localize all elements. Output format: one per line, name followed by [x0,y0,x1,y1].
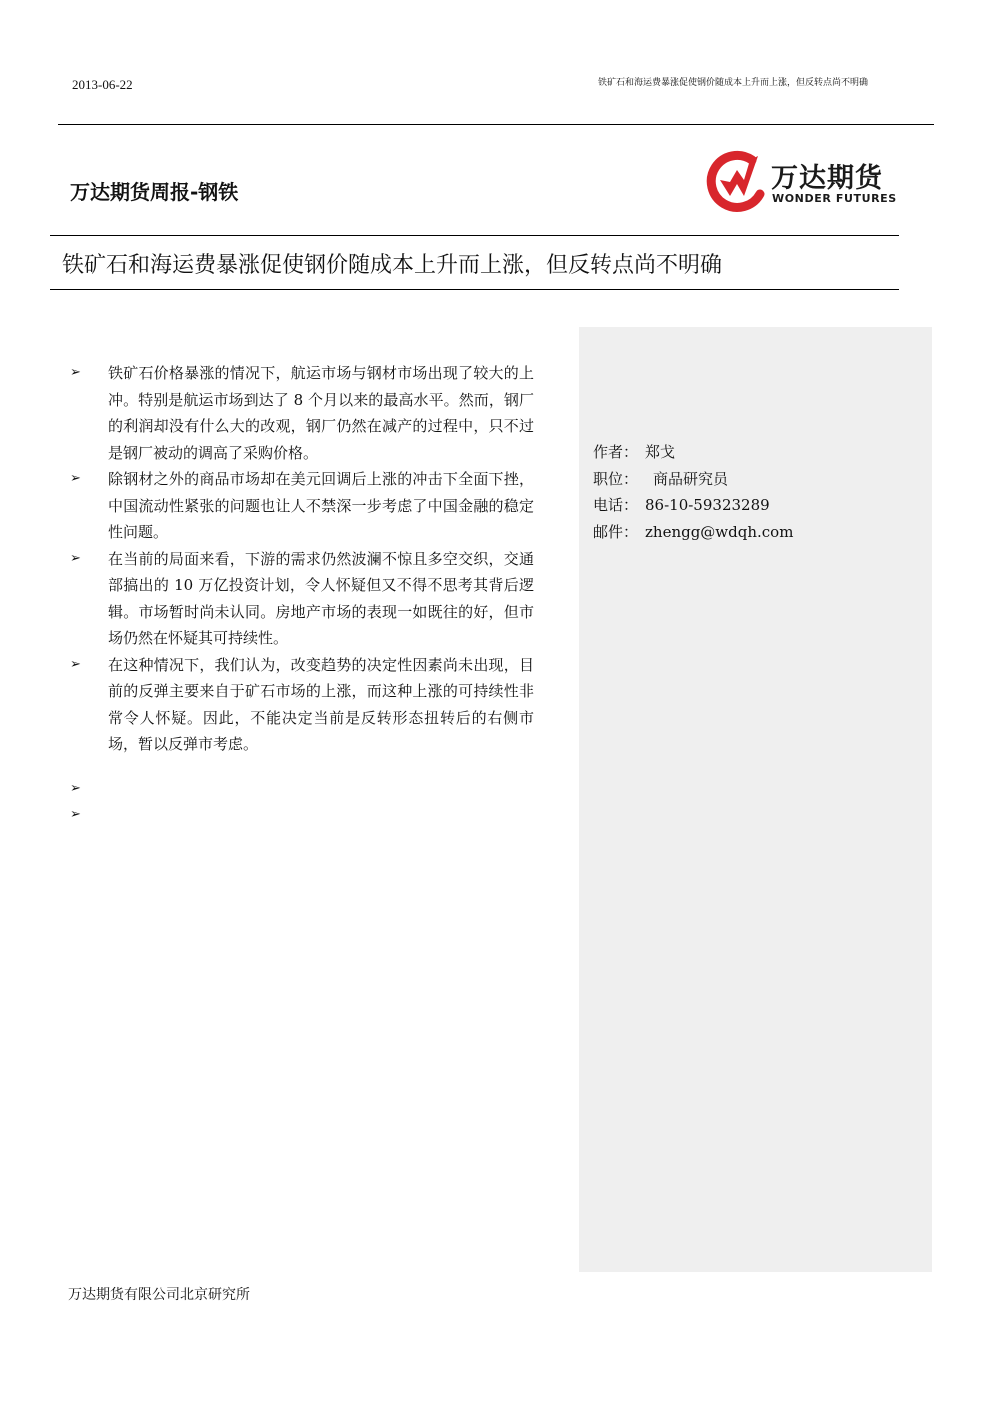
empty-bullet-item [70,776,534,803]
phone-label: 电话： [593,496,639,514]
phone-value: 86-10-59323289 [645,496,770,514]
email-value: zhengg@wdqh.com [645,522,794,541]
empty-bullet-item [70,802,534,829]
bullet-arrow-icon: ➢ [70,656,81,672]
bullet-gap [70,758,534,776]
author-row [593,439,793,466]
author-info [593,439,793,545]
bullet-item [70,546,534,652]
company-logo [706,150,916,212]
position-value: 商品研究员 [653,469,729,488]
report-name: 万达期货周报-钢铁 [70,180,239,204]
phone-row [593,492,793,519]
bullet-item [70,360,534,466]
header-rule [58,124,934,125]
bullet-arrow-icon: ➢ [70,550,81,566]
footer-organization: 万达期货有限公司北京研究所 [68,1287,250,1303]
report-headline: 铁矿石和海运费暴涨促使钢价随成本上升而上涨，但反转点尚不明确 [62,253,723,278]
email-row [593,519,793,546]
author-sidebar [579,327,932,1272]
email-label: 邮件： [593,522,639,541]
author-name: 郑戈 [645,443,676,461]
bullet-text: 在当前的局面来看，下游的需求仍然波澜不惊且多空交织，交通部搞出的 10 万亿投资计划，令人怀疑但又不得不思考其背后逻辑。市场暂时尚未认同。房地产市场的表现一如既往的好，但市场仍然在怀疑其可持续性。 [108,549,534,647]
bullet-text: 在这种情况下，我们认为，改变趋势的决定性因素尚未出现，目前的反弹主要来自于矿石市场的上涨，而这种上涨的可持续性非常令人怀疑。因此，不能决定当前是反转形态扭转后的右侧市场，暂以反弹市考虑。 [108,655,534,753]
wonder-futures-logo-icon [706,150,768,212]
author-label: 作者： [593,443,639,461]
logo-name-cn: 万达期货 [771,163,883,194]
title-rule-top [50,235,899,236]
bullet-arrow-icon: ➢ [70,807,81,822]
header-date: 2013-06-22 [72,77,133,92]
position-row [593,466,793,493]
bullet-item [70,466,534,546]
bullet-arrow-icon: ➢ [70,365,81,380]
position-label: 职位： [593,469,639,488]
bullet-text: 铁矿石价格暴涨的情况下，航运市场与钢材市场出现了较大的上冲。特别是航运市场到达了 8 个月以来的最高水平。然而，钢厂的利润却没有什么大的改观，钢厂仍然在减产的过程中，只不过是钢厂被动的调高了采购价格。 [108,364,534,462]
bullet-arrow-icon: ➢ [70,471,81,486]
logo-name-en: WONDER FUTURES [772,192,897,205]
bullet-text: 除钢材之外的商品市场却在美元回调后上涨的冲击下全面下挫，中国流动性紧张的问题也让人不禁深一步考虑了中国金融的稳定性问题。 [108,470,534,541]
summary-bullets [70,360,534,829]
bullet-arrow-icon: ➢ [70,780,81,796]
header-running-title: 铁矿石和海运费暴涨促使钢价随成本上升而上涨，但反转点尚不明确 [598,78,869,88]
title-rule-bottom [50,289,899,290]
bullet-item [70,652,534,758]
